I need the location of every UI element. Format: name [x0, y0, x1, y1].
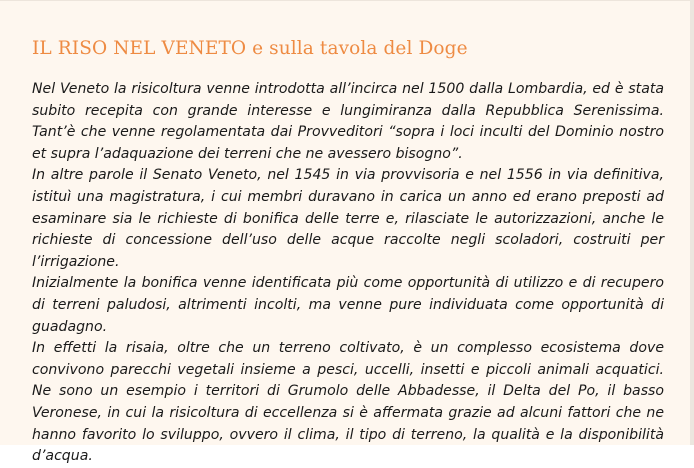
paragraph-3: Inizialmente la bonifica venne identificata più come opportunità di utilizzo e di recupero di terreni paludosi, altrimenti incolti, ma venne pure individuata come opportunità di guadagno.: [32, 275, 664, 335]
paragraph-1: Nel Veneto la risicoltura venne introdotta all’incirca nel 1500 dalla Lombardia, ed è stata subito recepita con grande interesse e lungimiranza dalla Repubblica Serenissima. Tant’è che venne regolamentata dai Provveditori “sopra i loci inculti del Dominio nostro et supra l’adaquazione dei terreni che ne avessero bisogno”.: [32, 81, 664, 162]
paragraph-4: In effetti la risaia, oltre che un terreno coltivato, è un complesso ecosistema dove convivono parecchi vegetali insieme a pesci, uccelli, insetti e piccoli animali acquatici. Ne sono un esempio i territori di Grumolo delle Abbadesse, il Delta del Po, il basso Veronese, in cui la risicoltura di eccellenza si è affermata grazie ad alcuni fattori che ne hanno favorito lo sviluppo, ovvero il clima, il tipo di terreno, la qualità e la disponibilità d’acqua.: [32, 340, 664, 465]
page-edge-divider: [690, 0, 694, 445]
paragraph-2: In altre parole il Senato Veneto, nel 1545 in via provvisoria e nel 1556 in via definitiva, istituì una magistratura, i cui membri duravano in carica un anno ed erano preposti ad esaminare sia le richieste di bonifica delle terre e, rilasciate le autorizzazioni, anche le richieste di concessione dell’uso delle acque raccolte negli scoladori, costruiti per l’irrigazione.: [32, 167, 664, 270]
article-body: [32, 79, 664, 468]
article-title: IL RISO NEL VENETO e sulla tavola del Doge: [32, 38, 468, 59]
